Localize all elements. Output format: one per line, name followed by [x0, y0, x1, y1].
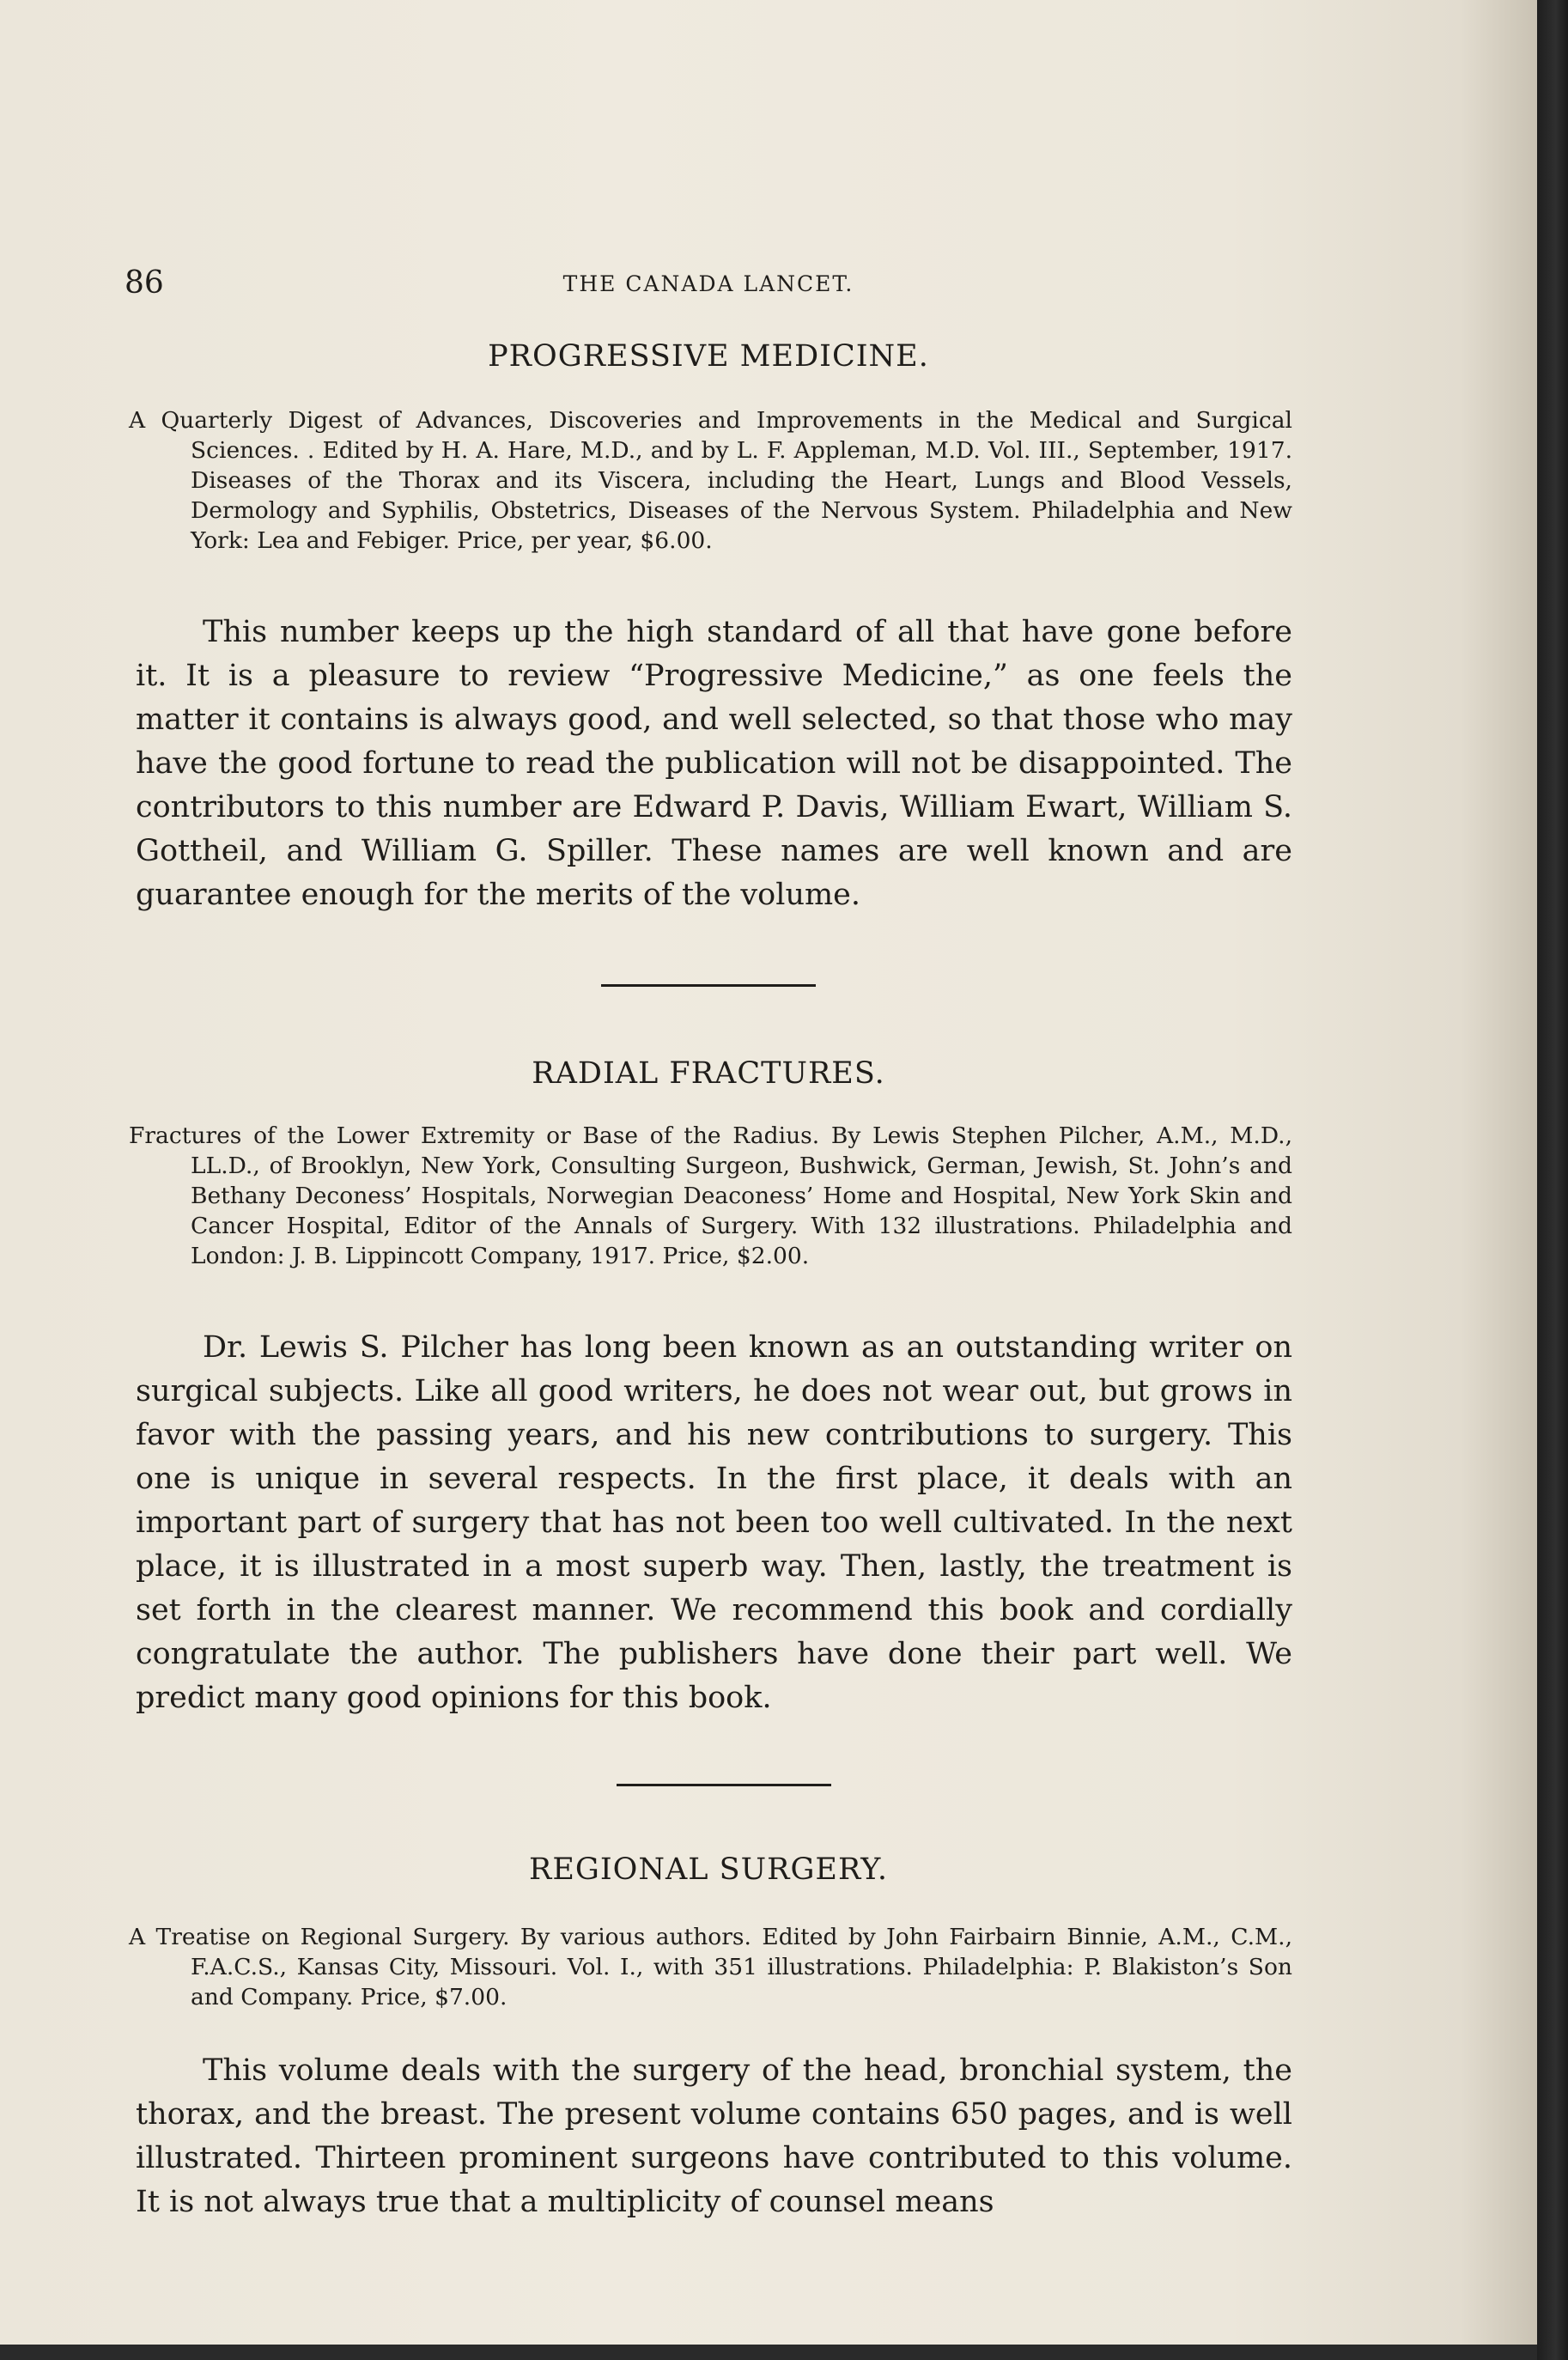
review-text-regional-surgery: This volume deals with the surgery of the head, bronchial system, the thorax, and the breast. The present volume contains 650 pages, and is well illustrated. Thirteen prominent surgeons have contributed to this volume. It is not always true that a multiplicity of counsel means [136, 2053, 1292, 2219]
section-title-regional-surgery: REGIONAL SURGERY. [529, 1852, 888, 1887]
citation-progressive-medicine: A Quarterly Digest of Advances, Discoveries and Improvements in the Medical and Surgical Sciences. . Edited by H. A. Hare, M.D., and by L. F. Appleman, M.D. Vol. III., September, 1917. Diseases of the Thorax and its Viscera, including the Heart, Lungs and Blood Vessels, Dermology and Syphilis, Obstetrics, Diseases of the Nervous System. Philadelphia and New York: Lea and Febiger. Price, per year, $6.00. [129, 407, 1292, 554]
page-number: 86 [125, 265, 164, 301]
scan-bottom-edge [0, 2345, 1537, 2360]
review-text-radial-fractures: Dr. Lewis S. Pilcher has long been known as an outstanding writer on surgical subjects. Like all good writers, he does not wear out, but grows in favor with the passing years, and his new contributions to surgery. This one is unique in several respects. In the first place, it deals with an important part of surgery that has not been too well cultivated. In the next place, it is illustrated in a most superb way. Then, lastly, the treatment is set forth in the clearest manner. We recommend this book and cordially congratulate the author. The publishers have done their part well. We predict many good opinions for this book. [136, 1330, 1292, 1715]
review-text-progressive-medicine: This number keeps up the high standard of all that have gone before it. It is a pleasure to review “Progressive Medicine,” as one feels the matter it contains is always good, and well selected, so that those who may have the good fortune to read the publication will not be disappointed. The contributors to this number are Edward P. Davis, William Ewart, William S. Gottheil, and William G. Spiller. These names are well known and are guarantee enough for the merits of the volume. [136, 615, 1292, 912]
section-divider [601, 984, 816, 987]
section-divider [617, 1784, 831, 1786]
page-edge [1537, 0, 1568, 2360]
journal-title: THE CANADA LANCET. [562, 271, 854, 296]
section-title-progressive-medicine: PROGRESSIVE MEDICINE. [488, 339, 929, 374]
citation-regional-surgery: A Treatise on Regional Surgery. By various authors. Edited by John Fairbairn Binnie, A.M., C.M., F.A.C.S., Kansas City, Missouri. Vol. I., with 351 illustrations. Philadelphia: P. Blakiston’s Son and Company. Price, $7.00. [129, 1924, 1292, 2010]
running-head [125, 262, 1292, 305]
citation-radial-fractures: Fractures of the Lower Extremity or Base of the Radius. By Lewis Stephen Pilcher, A.M., M.D., LL.D., of Brooklyn, New York, Consulting Surgeon, Bushwick, German, Jewish, St. John’s and Bethany Deconess’ Hospitals, Norwegian Deaconess’ Home and Hospital, New York Skin and Cancer Hospital, Editor of the Annals of Surgery. With 132 illustrations. Philadelphia and London: J. B. Lippincott Company, 1917. Price, $2.00. [129, 1122, 1292, 1269]
section-title-radial-fractures: RADIAL FRACTURES. [532, 1056, 885, 1091]
